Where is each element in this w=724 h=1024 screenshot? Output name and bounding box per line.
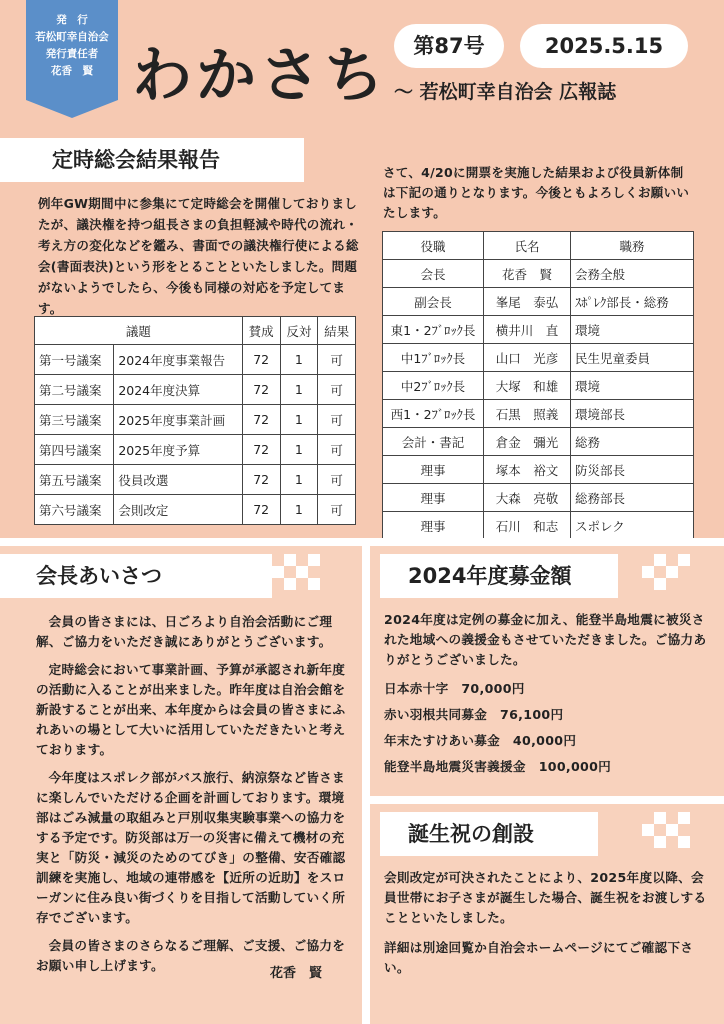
issuer-line: 発 行 <box>56 14 88 26</box>
officer-role: 会長 <box>383 260 484 288</box>
agenda-result: 可 <box>318 345 356 375</box>
table-row <box>383 316 694 344</box>
table-row <box>383 400 694 428</box>
fundraising-intro: 2024年度は定例の募金に加え、能登半島地震に被災された地域への義援金もさせていただきました。ご協力ありがとうございました。 <box>384 612 707 667</box>
checker-decoration <box>642 812 690 848</box>
agenda-header-no: 反対 <box>280 317 318 345</box>
issuer-ribbon <box>26 0 118 118</box>
issue-date: 2025.5.15 <box>520 24 688 68</box>
agenda-yes: 72 <box>242 375 280 405</box>
agenda-header-result: 結果 <box>318 317 356 345</box>
greeting-signature: 花香 賢 <box>270 966 323 981</box>
issuer-line: 若松町幸自治会 <box>35 31 109 43</box>
agenda-no: 第六号議案 <box>35 495 114 525</box>
birth-body <box>384 868 708 978</box>
issuer-line: 発行責任者 <box>45 48 99 60</box>
officer-role: 理事 <box>383 456 484 484</box>
meeting-heading: 定時総会結果報告 <box>0 138 304 182</box>
checker-decoration <box>272 554 320 590</box>
agenda-result: 可 <box>318 495 356 525</box>
officer-role: 副会長 <box>383 288 484 316</box>
table-row <box>35 345 356 375</box>
list-item: 能登半島地震災害義援金 100,000円 <box>384 759 612 774</box>
officer-name: 大塚 和雄 <box>484 372 571 400</box>
greeting-body <box>36 612 348 984</box>
agenda-yes: 72 <box>242 405 280 435</box>
column-divider <box>362 538 370 1024</box>
agenda-item: 会則改定 <box>114 495 242 525</box>
officer-duty: 会務全般 <box>571 260 694 288</box>
officer-name: 塚本 裕文 <box>484 456 571 484</box>
agenda-no: 第四号議案 <box>35 435 114 465</box>
agenda-item: 2025年度予算 <box>114 435 242 465</box>
agenda-no: 第五号議案 <box>35 465 114 495</box>
fundraising-list <box>384 676 708 780</box>
officer-duty: 環境部長 <box>571 400 694 428</box>
agenda-no-votes: 1 <box>280 435 318 465</box>
table-row <box>383 456 694 484</box>
officer-name: 大森 亮敬 <box>484 484 571 512</box>
officer-duty: 総務 <box>571 428 694 456</box>
officers-header-name: 氏名 <box>484 232 571 260</box>
newsletter-title: わかさち <box>132 41 388 111</box>
agenda-header-item: 議題 <box>35 317 243 345</box>
officer-duty: 防災部長 <box>571 456 694 484</box>
agenda-yes: 72 <box>242 435 280 465</box>
birth-panel <box>370 804 724 1024</box>
list-item: 赤い羽根共同募金 76,100円 <box>384 707 564 722</box>
agenda-result: 可 <box>318 465 356 495</box>
agenda-yes: 72 <box>242 345 280 375</box>
officer-role: 中1ﾌﾞﾛｯｸ長 <box>383 344 484 372</box>
officer-duty: 環境 <box>571 316 694 344</box>
officer-name: 横井川 直 <box>484 316 571 344</box>
officer-duty: 環境 <box>571 372 694 400</box>
greeting-paragraph: 今年度はスポレク部がバス旅行、納涼祭など皆さまに楽しんでいただける企画を計画しております。環境部はごみ減量の取組みと戸別収集実験事業への協力をする予定です。防災部は万一の災害に備えて機材の充実と「防災・減災のためのてびき」の整備、安否確認訓練を実施し、地域の連帯感を【近所の近助】をスローガンに住み良い街づくりを目指して活動していく所存でございます。 <box>36 770 346 925</box>
greeting-paragraph: 会員の皆さまのさらなるご理解、ご支援、ご協力をお願い申し上げます。 <box>36 938 346 973</box>
agenda-yes: 72 <box>242 495 280 525</box>
agenda-item: 役員改選 <box>114 465 242 495</box>
agenda-item: 2025年度事業計画 <box>114 405 242 435</box>
table-row <box>383 372 694 400</box>
section-divider <box>370 796 724 804</box>
issue-number: 第87号 <box>394 24 504 68</box>
table-row <box>35 435 356 465</box>
table-row <box>35 465 356 495</box>
officers-table <box>382 231 694 540</box>
fundraising-heading: 2024年度募金額 <box>380 554 618 598</box>
agenda-no-votes: 1 <box>280 375 318 405</box>
table-row <box>383 428 694 456</box>
agenda-item: 2024年度事業報告 <box>114 345 242 375</box>
table-row <box>35 375 356 405</box>
list-item: 年末たすけあい募金 40,000円 <box>384 733 577 748</box>
table-row <box>35 405 356 435</box>
officer-role: 中2ﾌﾞﾛｯｸ長 <box>383 372 484 400</box>
officer-role: 理事 <box>383 484 484 512</box>
greeting-panel <box>0 546 362 1024</box>
officer-duty: スポレク <box>571 512 694 540</box>
officer-name: 石川 和志 <box>484 512 571 540</box>
fundraising-panel <box>370 546 724 796</box>
officer-name: 峯尾 泰弘 <box>484 288 571 316</box>
agenda-result: 可 <box>318 405 356 435</box>
officer-duty: 民生児童委員 <box>571 344 694 372</box>
officer-duty: 総務部長 <box>571 484 694 512</box>
agenda-result: 可 <box>318 435 356 465</box>
table-row <box>383 288 694 316</box>
agenda-no: 第一号議案 <box>35 345 114 375</box>
birth-heading: 誕生祝の創設 <box>380 812 598 856</box>
officer-name: 山口 光彦 <box>484 344 571 372</box>
agenda-no-votes: 1 <box>280 465 318 495</box>
list-item: 日本赤十字 70,000円 <box>384 681 525 696</box>
issuer-line: 花香 賢 <box>51 65 93 77</box>
officer-role: 東1・2ﾌﾞﾛｯｸ長 <box>383 316 484 344</box>
greeting-heading: 会長あいさつ <box>0 554 272 598</box>
table-row <box>383 344 694 372</box>
officer-role: 西1・2ﾌﾞﾛｯｸ長 <box>383 400 484 428</box>
officer-role: 会計・書記 <box>383 428 484 456</box>
greeting-paragraph: 定時総会において事業計画、予算が承認され新年度の活動に入ることが出来ました。昨年度は自治会館を新設することが出来、本年度からは会員の皆さまにふれあいの場として大いに活用していただきたいと考えております。 <box>36 662 346 757</box>
agenda-no: 第二号議案 <box>35 375 114 405</box>
officer-role: 理事 <box>383 512 484 540</box>
table-row <box>383 512 694 540</box>
birth-paragraph: 詳細は別途回覧か自治会ホームページにてご確認下さい。 <box>384 940 694 975</box>
table-row <box>383 484 694 512</box>
officer-duty: ｽﾎﾟﾚｸ部長・総務 <box>571 288 694 316</box>
agenda-no-votes: 1 <box>280 495 318 525</box>
checker-decoration <box>252 138 300 174</box>
birth-paragraph: 会則改定が可決されたことにより、2025年度以降、会員世帯にお子さまが誕生した場合、誕生祝をお渡しすることといたしました。 <box>384 870 707 925</box>
table-row <box>383 260 694 288</box>
officers-intro: さて、4/20に開票を実施した結果および役員新体制は下記の通りとなります。今後ともよろしくお願いいたします。 <box>383 165 690 220</box>
officer-name: 石黒 照義 <box>484 400 571 428</box>
checker-decoration <box>642 554 690 590</box>
officer-name: 倉金 彌光 <box>484 428 571 456</box>
meeting-intro: 例年GW期間中に参集にて定時総会を開催しておりましたが、議決権を持つ組長さまの負担軽減や時代の流れ・考え方の変化などを鑑み、書面での議決権行使による総会(書面表決)という形をとることといたしました。問題がないようでしたら、今後も同様の対応を予定してます。 <box>38 196 359 316</box>
agenda-result: 可 <box>318 375 356 405</box>
agenda-yes: 72 <box>242 465 280 495</box>
officers-header-role: 役職 <box>383 232 484 260</box>
agenda-no-votes: 1 <box>280 405 318 435</box>
agenda-item: 2024年度決算 <box>114 375 242 405</box>
greeting-paragraph: 会員の皆さまには、日ごろより自治会活動にご理解、ご協力をいただき誠にありがとうございます。 <box>36 614 333 649</box>
agenda-table <box>34 316 356 525</box>
agenda-header-yes: 賛成 <box>242 317 280 345</box>
table-row <box>35 495 356 525</box>
officer-name: 花香 賢 <box>484 260 571 288</box>
officers-header-duty: 職務 <box>571 232 694 260</box>
agenda-no-votes: 1 <box>280 345 318 375</box>
agenda-no: 第三号議案 <box>35 405 114 435</box>
newsletter-subtitle: ～ 若松町幸自治会 広報誌 <box>394 81 617 103</box>
